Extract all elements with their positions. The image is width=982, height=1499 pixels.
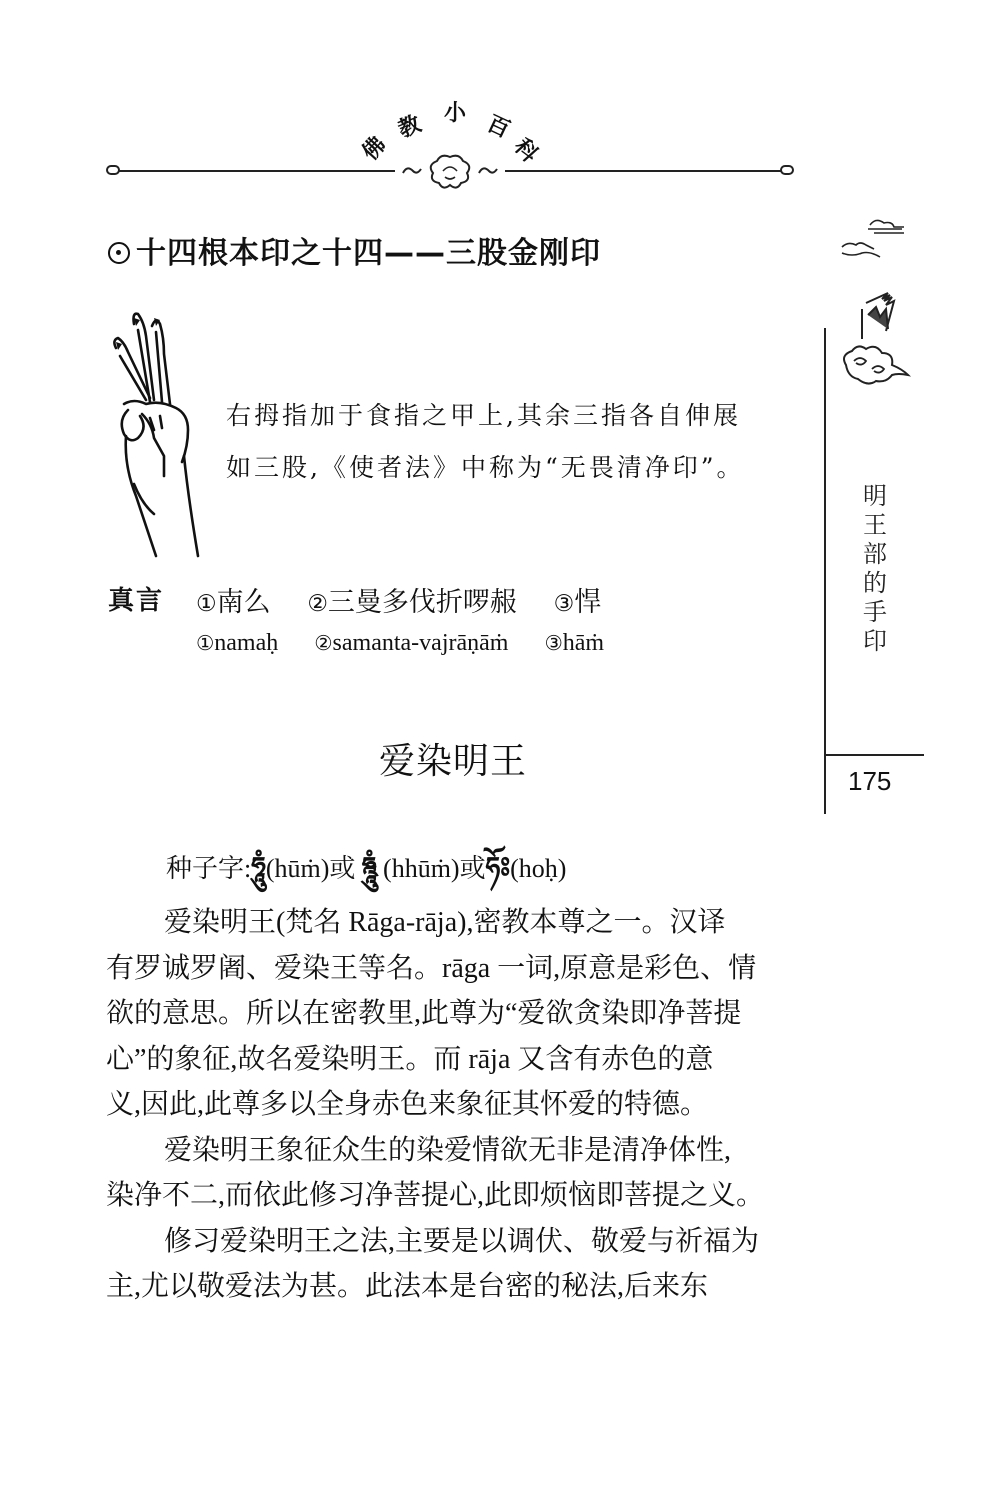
header-title-char: 百 [482, 111, 514, 144]
text-line: 爱染明王象征众生的染爱情欲无非是清净体性, [164, 1134, 732, 1166]
mantra-text: 南么 [216, 587, 271, 617]
header-rule-end-ornament [780, 165, 794, 175]
cloud-ornament-icon [395, 153, 505, 189]
section-title-vertical [860, 482, 890, 656]
paragraph [106, 1219, 806, 1310]
text-line: 心”的象征,故名爱染明王。而 rāja 又含有赤色的意 [106, 1043, 714, 1075]
deity-title: 爱染明王 [378, 741, 527, 782]
mantra-romanized [196, 630, 634, 657]
mantra-number: ① [196, 633, 215, 655]
description-line: 如三股,《使者法》中称为“无畏清净印”。 [226, 453, 745, 482]
mantra-chinese [196, 580, 631, 619]
text-line: 主,尤以敬爱法为甚。此法本是台密的秘法,后来东 [106, 1271, 709, 1302]
seed-romanization: (hūṁ) [265, 854, 330, 883]
mudra-description [226, 390, 811, 494]
text-line: 染净不二,而依此修习净菩提心,此即烦恼即菩提之义。 [106, 1180, 765, 1211]
mantra-item [314, 630, 508, 657]
mantra-text: samanta-vajrāṇāṁ [332, 630, 509, 656]
mantra-number: ① [196, 591, 217, 616]
text-line: 有罗诚罗阇、爱染王等名。rāga 一词,原意是彩色、情 [106, 952, 757, 984]
section-title-char: 部 [863, 540, 887, 568]
text-line: 义,因此,此尊多以全身赤色来象征其怀爱的特德。 [106, 1089, 709, 1120]
circled-dot-icon [108, 242, 130, 264]
seed-separator: 或 [329, 854, 356, 883]
hand-mudra-illustration [104, 306, 214, 561]
mantra-label: 真言 [108, 586, 165, 616]
header-title-char: 小 [444, 101, 467, 126]
section-title-char: 手 [863, 598, 887, 626]
section-title-char: 的 [863, 569, 887, 597]
mantra-text: 三曼多伐折啰赧 [327, 587, 517, 617]
section-title-char: 王 [863, 511, 887, 539]
mantra-number: ② [314, 633, 333, 655]
header-title-char: 教 [394, 111, 425, 144]
mantra-item [544, 630, 604, 657]
mantra-number: ③ [544, 633, 563, 655]
text-line: 欲的意思。所以在密教里,此尊为“爱欲贪染即净菩提 [106, 998, 742, 1029]
seed-romanization: (hhūṁ) [376, 854, 460, 883]
mantra-number: ③ [553, 591, 575, 616]
seed-romanization: (hoḥ) [510, 854, 567, 883]
paragraph [106, 900, 806, 1128]
text-line: 爱染明王(梵名 Rāga-rāja),密教本尊之一。汉译 [164, 907, 726, 938]
seed-separator: 或 [459, 854, 486, 883]
header-title-char: 科 [508, 134, 543, 168]
text-line: 修习爱染明王之法,主要是以调伏、敬爱与祈福为 [164, 1225, 760, 1257]
header-title-char: 佛 [357, 132, 392, 166]
mantra-text: hāṁ [562, 630, 605, 656]
mantra-text: 悍 [574, 587, 602, 617]
deity-body-text [106, 900, 806, 1310]
seed-label: 种子字: [166, 854, 252, 883]
mantra-item [554, 580, 602, 619]
header-rule-end-ornament [106, 165, 120, 175]
section-title-char: 明 [863, 482, 887, 510]
mantra-item [307, 580, 517, 619]
mudra-heading [108, 228, 601, 272]
mudra-heading-text: 十四根本印之十四——三股金刚印 [136, 236, 601, 271]
description-line: 右拇指加于食指之甲上,其余三指各自伸展 [226, 401, 741, 430]
mantra-item [196, 580, 271, 619]
section-title-char: 印 [863, 627, 887, 655]
page-number: 175 [848, 766, 892, 796]
siddham-glyph-hum-icon: ཧཱུཾ [251, 851, 266, 884]
siddham-glyph-hoh-icon: ཧོཿ [485, 851, 511, 884]
siddham-glyph-hhum-icon: ཧྰཱུཾ [361, 851, 377, 884]
mantra-text: namaḥ [214, 630, 279, 656]
mantra-number: ② [307, 591, 328, 616]
paragraph [106, 1128, 806, 1219]
cloud-mountain-decoration-icon [838, 205, 918, 405]
mantra-item [196, 630, 278, 657]
